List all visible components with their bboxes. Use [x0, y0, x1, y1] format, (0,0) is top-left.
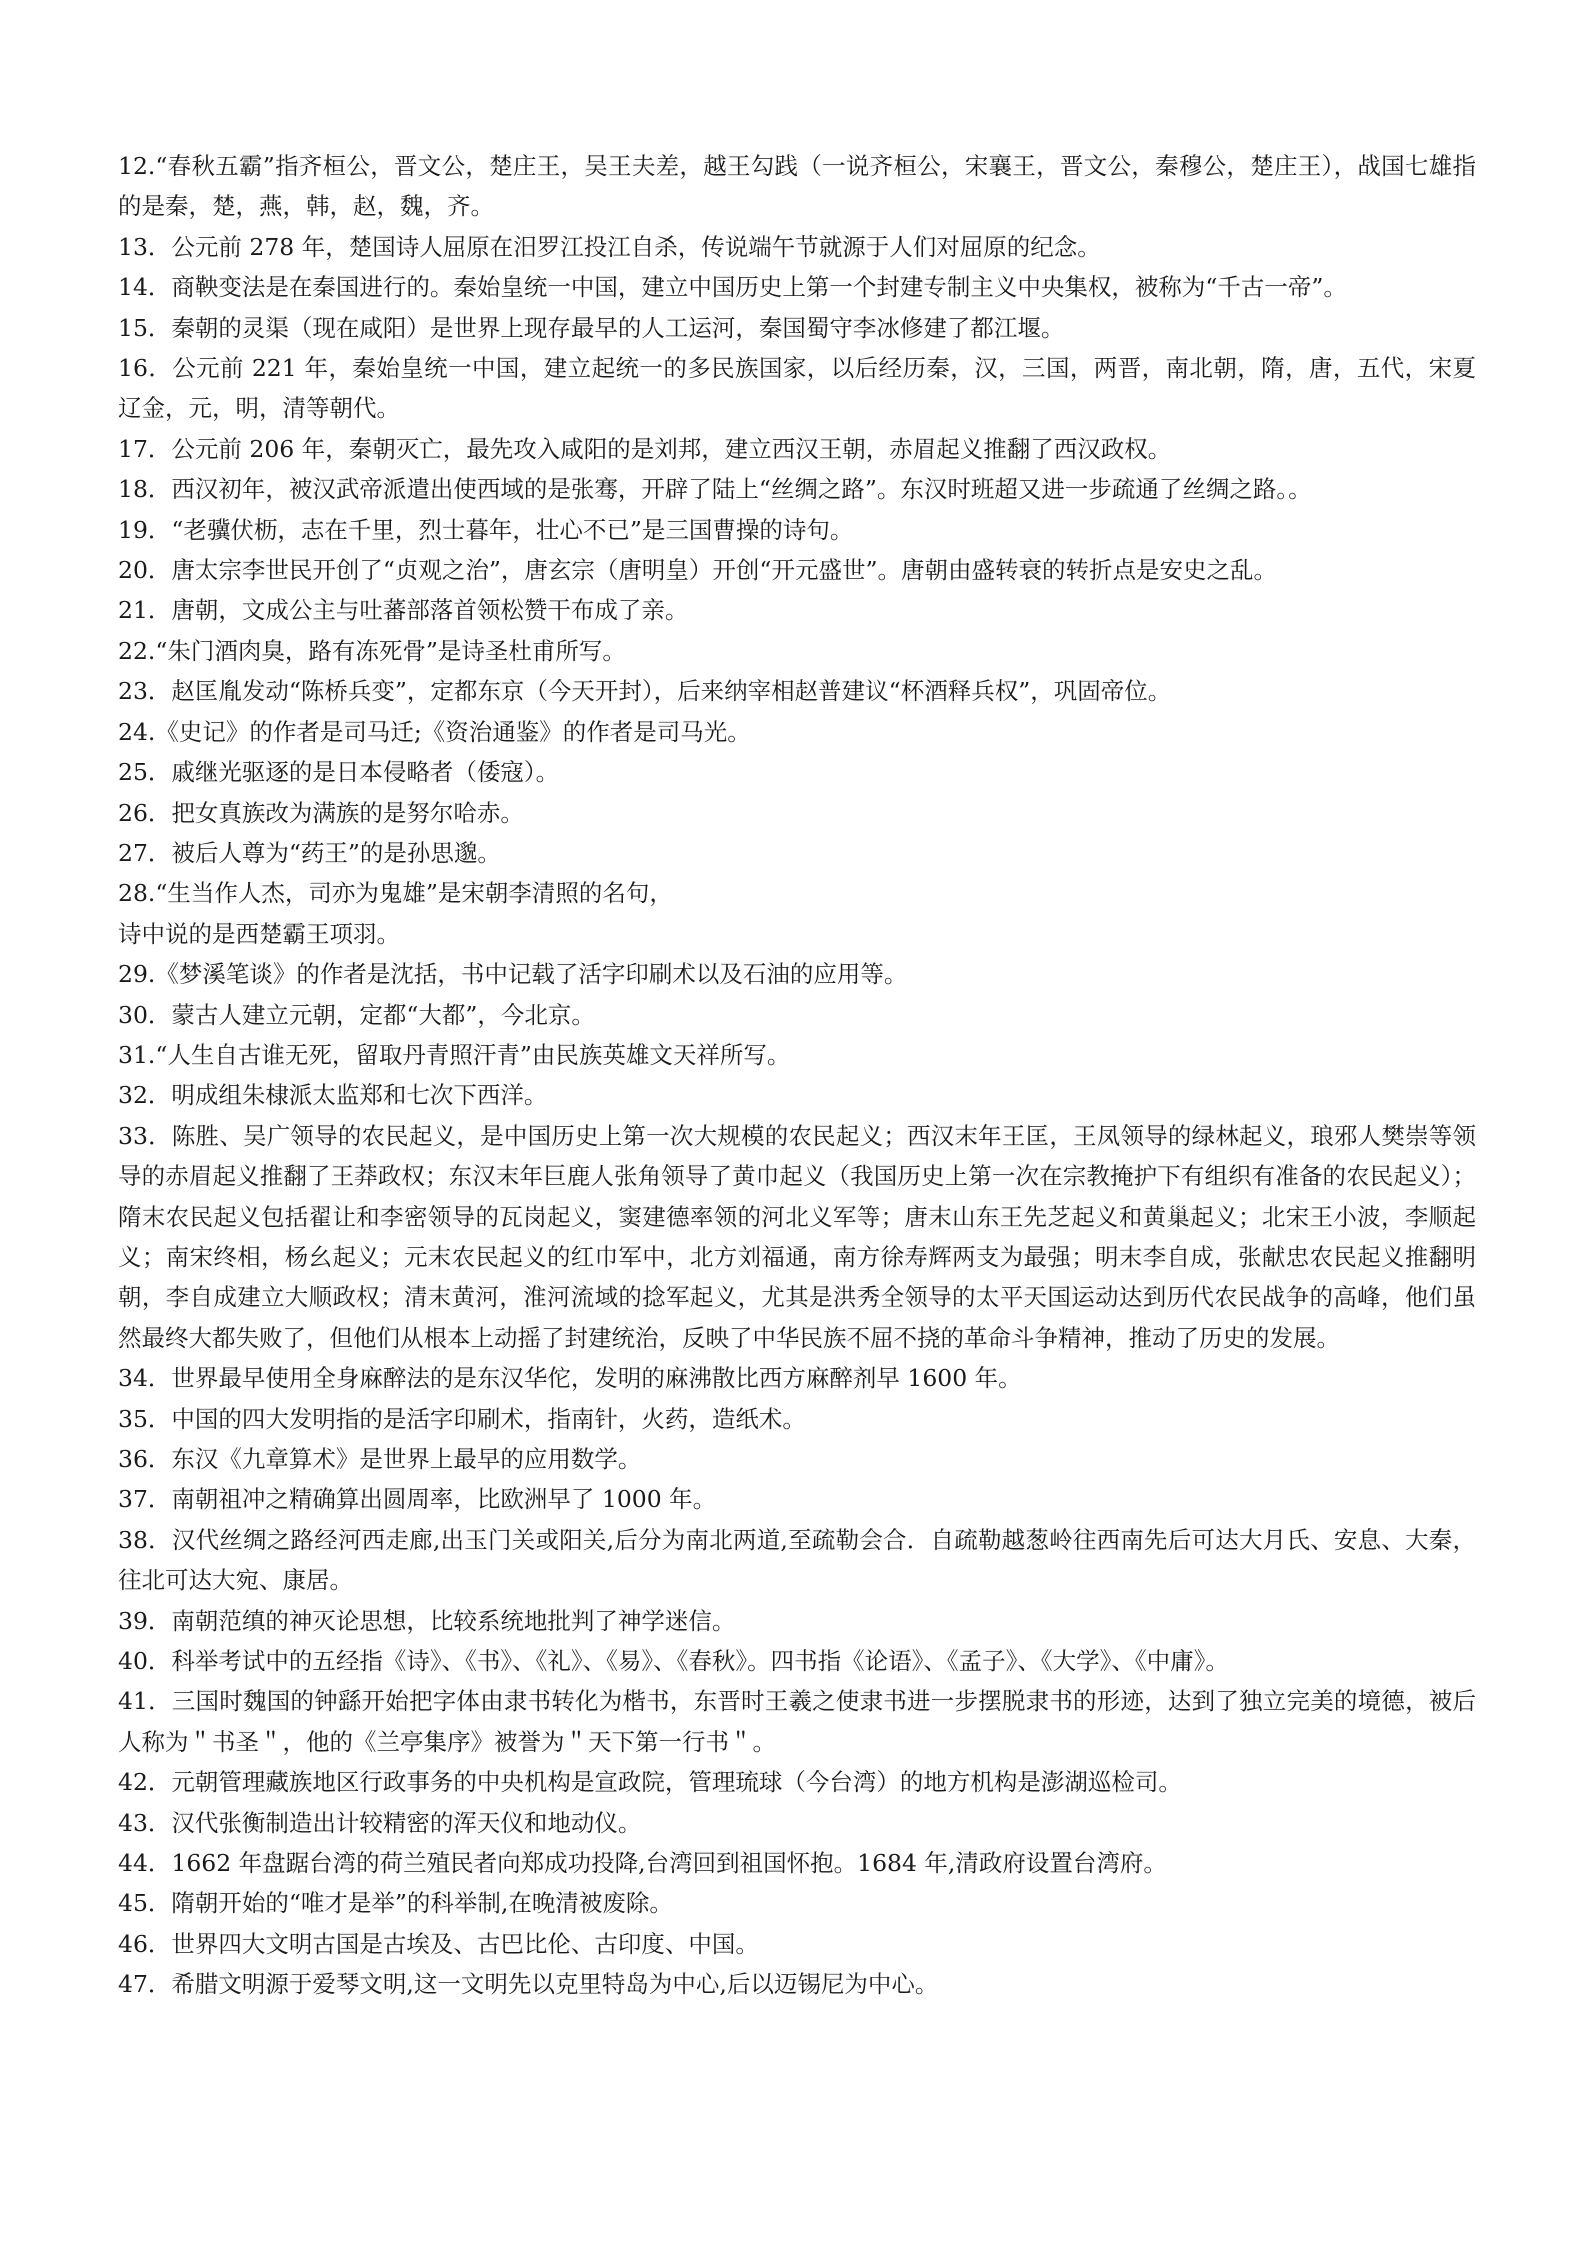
list-item: 33．陈胜、吴广领导的农民起义，是中国历史上第一次大规模的农民起义；西汉末年王匡，王凤领导的绿林起义，琅邪人樊崇等领导的赤眉起义推翻了王莽政权；东汉末年巨鹿人张角领导了黄巾起义（我国历史上第一次在宗教掩护下有组织有准备的农民起义）；隋末农民起义包括翟让和李密领导的瓦岗起义，窦建德率领的河北义军等；唐末山东王先芝起义和黄巢起义；北宋王小波，李顺起义；南宋终相，杨幺起义；元末农民起义的红巾军中，北方刘福通，南方徐寿辉两支为最强；明末李自成，张献忠农民起义推翻明朝，李自成建立大顺政权；清末黄河，淮河流域的捻军起义，尤其是洪秀全领导的太平天国运动达到历代农民战争的高峰，他们虽然最终大都失败了，但他们从根本上动摇了封建统治，反映了中华民族不屈不挠的革命斗争精神，推动了历史的发展。 [118, 1121, 1476, 1352]
list-item: 27．被后人尊为“药王”的是孙思邈。 [118, 838, 501, 867]
list-item: 14．商鞅变法是在秦国进行的。秦始皇统一中国，建立中国历史上第一个封建专制主义中央集权，被称为“千古一帝”。 [118, 273, 1347, 302]
list-item: 31.“人生自古谁无死，留取丹青照汗青”由民族英雄文天祥所写。 [118, 1040, 791, 1069]
list-item: 21．唐朝，文成公主与吐蕃部落首领松赞干布成了亲。 [118, 596, 689, 625]
list-item: 12.“春秋五霸”指齐桓公，晋文公，楚庄王，吴王夫差，越王勾践（一说齐桓公，宋襄王，晋文公，秦穆公，楚庄王），战国七雄指的是秦，楚，燕，韩，赵，魏，齐。 [118, 152, 1476, 221]
list-item: 18．西汉初年，被汉武帝派遣出使西域的是张骞，开辟了陆上“丝绸之路”。东汉时班超又进一步疏通了丝绸之路。。 [118, 475, 1312, 504]
list-item: 32．明成组朱棣派太监郑和七次下西洋。 [118, 1081, 548, 1110]
list-item: 35．中国的四大发明指的是活字印刷术，指南针，火药，造纸术。 [118, 1404, 806, 1433]
list-item: 39．南朝范缜的神灭论思想，比较系统地批判了神学迷信。 [118, 1606, 736, 1635]
list-item: 24.《史记》的作者是司马迁;《资治通鉴》的作者是司马光。 [118, 717, 751, 746]
list-item: 34．世界最早使用全身麻醉法的是东汉华佗，发明的麻沸散比西方麻醉剂早 1600 年。 [118, 1364, 1022, 1393]
document-page [118, 146, 1476, 2005]
list-item: 46．世界四大文明古国是古埃及、古巴比伦、古印度、中国。 [118, 1929, 759, 1958]
list-item: 41．三国时魏国的钟繇开始把字体由隶书转化为楷书，东晋时王羲之使隶书进一步摆脱隶书的形迹，达到了独立完美的境德，被后人称为＂书圣＂，他的《兰亭集序》被誉为＂天下第一行书＂。 [118, 1687, 1476, 1756]
list-item: 30．蒙古人建立元朝，定都“大都”，今北京。 [118, 1000, 595, 1029]
list-item: 45．隋朝开始的“唯才是举”的科举制,在晚清被废除。 [118, 1889, 673, 1918]
list-item: 26．把女真族改为满族的是努尔哈赤。 [118, 798, 524, 827]
list-item: 42．元朝管理藏族地区行政事务的中央机构是宣政院，管理琉球（今台湾）的地方机构是澎湖巡检司。 [118, 1768, 1182, 1797]
list-item: 40．科举考试中的五经指《诗》、《书》、《礼》、《易》、《春秋》。四书指《论语》、《孟子》、《大学》、《中庸》。 [118, 1647, 1229, 1676]
list-item: 15．秦朝的灵渠（现在咸阳）是世界上现存最早的人工运河，秦国蜀守李冰修建了都江堰。 [118, 313, 1065, 342]
list-item: 29.《梦溪笔谈》的作者是沈括，书中记载了活字印刷术以及石油的应用等。 [118, 960, 908, 989]
list-item: 17．公元前 206 年，秦朝灭亡，最先攻入咸阳的是刘邦，建立西汉王朝，赤眉起义推翻了西汉政权。 [118, 434, 1172, 463]
list-item: 19．“老骥伏枥，志在千里，烈士暮年，壮心不已”是三国曹操的诗句。 [118, 515, 854, 544]
list-item: 25．戚继光驱逐的是日本侵略者（倭寇）。 [118, 758, 560, 787]
list-item: 16．公元前 221 年，秦始皇统一中国，建立起统一的多民族国家，以后经历秦，汉，三国，两晋，南北朝，隋，唐，五代，宋夏辽金，元，明，清等朝代。 [118, 354, 1476, 423]
list-item: 13．公元前 278 年，楚国诗人屈原在汨罗江投江自杀，传说端午节就源于人们对屈原的纪念。 [118, 232, 1101, 261]
list-item: 20．唐太宗李世民开创了“贞观之治”，唐玄宗（唐明皇）开创“开元盛世”。唐朝由盛转衰的转折点是安史之乱。 [118, 556, 1277, 585]
list-item: 28.“生当作人杰，司亦为鬼雄”是宋朝李清照的名句， [118, 879, 673, 908]
list-item: 23．赵匡胤发动“陈桥兵变”，定都东京（今天开封），后来纳宰相赵普建议“杯酒释兵权”，巩固帝位。 [118, 677, 1172, 706]
list-item: 47．希腊文明源于爱琴文明,这一文明先以克里特岛为中心,后以迈锡尼为中心。 [118, 1970, 939, 1999]
list-item: 43．汉代张衡制造出计较精密的浑天仪和地动仪。 [118, 1808, 642, 1837]
list-item-continuation: 诗中说的是西楚霸王项羽。 [118, 919, 400, 948]
list-item: 44．1662 年盘踞台湾的荷兰殖民者向郑成功投降,台湾回到祖国怀抱。1684 年,清政府设置台湾府。 [118, 1849, 1167, 1878]
list-item: 38．汉代丝绸之路经河西走廊,出玉门关或阳关,后分为南北两道,至疏勒会合．自疏勒越葱岭往西南先后可达大月氏、安息、大秦，往北可达大宛、康居。 [118, 1525, 1476, 1595]
list-item: 36．东汉《九章算术》是世界上最早的应用数学。 [118, 1445, 642, 1473]
list-item: 37．南朝祖冲之精确算出圆周率，比欧洲早了 1000 年。 [118, 1485, 717, 1514]
list-item: 22.“朱门酒肉臭，路有冻死骨”是诗圣杜甫所写。 [118, 636, 626, 665]
